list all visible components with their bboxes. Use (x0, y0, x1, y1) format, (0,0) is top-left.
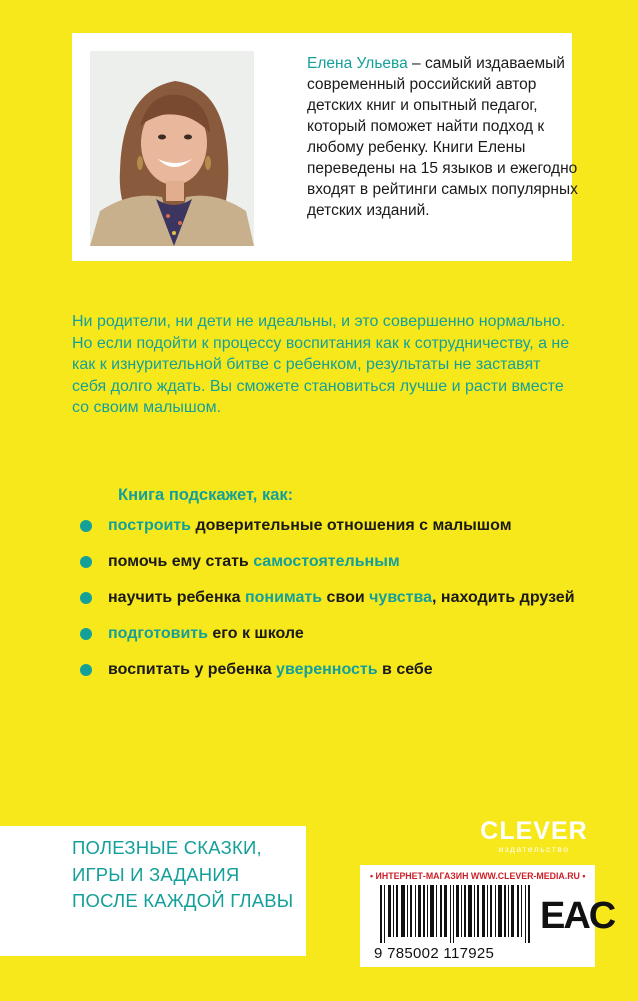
shop-url-text: • ИНТЕРНЕТ-МАГАЗИН WWW.CLEVER-MEDIA.RU • (370, 871, 586, 881)
item-text: воспитать у ребенка (108, 661, 277, 678)
item-text: помочь ему стать (108, 553, 254, 570)
item-text: свои (322, 589, 370, 606)
list-item (78, 551, 598, 572)
item-text: его к школе (207, 625, 304, 642)
author-name: Елена Ульева (307, 55, 408, 72)
item-text: доверительные отношения с малышом (191, 517, 512, 534)
benefits-list (78, 515, 598, 680)
accent-text: уверенность (276, 661, 378, 678)
lead-paragraph: Ни родители, ни дети не идеальны, и это совершенно нормально. Но если подойти к процессу воспитания как к сотрудничеству, а не как к изнурительной битве с ребенком, результаты не заставят себя долго ждать. Вы сможете становиться лучше и расти вместе со своим малышом. (72, 313, 570, 416)
promo-box (0, 826, 306, 956)
bullet-dot-icon (80, 556, 92, 568)
isbn-number: 9 785002 117925 (374, 945, 495, 962)
bullet-dot-icon (80, 664, 92, 676)
promo-text: ПОЛЕЗНЫЕ СКАЗКИ, ИГРЫ И ЗАДАНИЯ ПОСЛЕ КАЖДОЙ ГЛАВЫ (72, 837, 294, 911)
item-text: научить ребенка (108, 589, 245, 606)
barcode-icon (380, 885, 530, 943)
accent-text: построить (108, 517, 192, 534)
publisher-logo (478, 818, 590, 854)
barcode-box (360, 865, 615, 967)
author-info-box (72, 33, 578, 261)
author-bio (307, 53, 587, 221)
item-text: в себе (377, 661, 433, 678)
bullet-dot-icon (80, 592, 92, 604)
bullet-dot-icon (80, 628, 92, 640)
accent-text: понимать (244, 589, 323, 606)
list-item (78, 515, 598, 536)
item-text: , находить друзей (432, 589, 575, 606)
list-title: Книга подскажет, как: (118, 486, 294, 504)
list-item (78, 587, 578, 608)
author-photo (90, 51, 254, 246)
accent-text: самостоятельным (253, 553, 400, 570)
publisher-logo-word: CLEVER (480, 817, 588, 845)
bullet-dot-icon (80, 520, 92, 532)
eac-mark: EAC (540, 895, 615, 937)
author-bio-text: – самый издаваемый современный российский автор детских книг и опытный педагог, который поможет найти подход к любому ребенку. Книги Елены переведены на 15 языков и ежегодно входят в рейтинги самых популярных детских изданий. (307, 55, 578, 219)
list-item (78, 659, 598, 680)
list-item (78, 623, 598, 644)
accent-text: подготовить (108, 625, 208, 642)
publisher-logo-sub: издательство (498, 844, 570, 854)
accent-text: чувства (369, 589, 433, 606)
